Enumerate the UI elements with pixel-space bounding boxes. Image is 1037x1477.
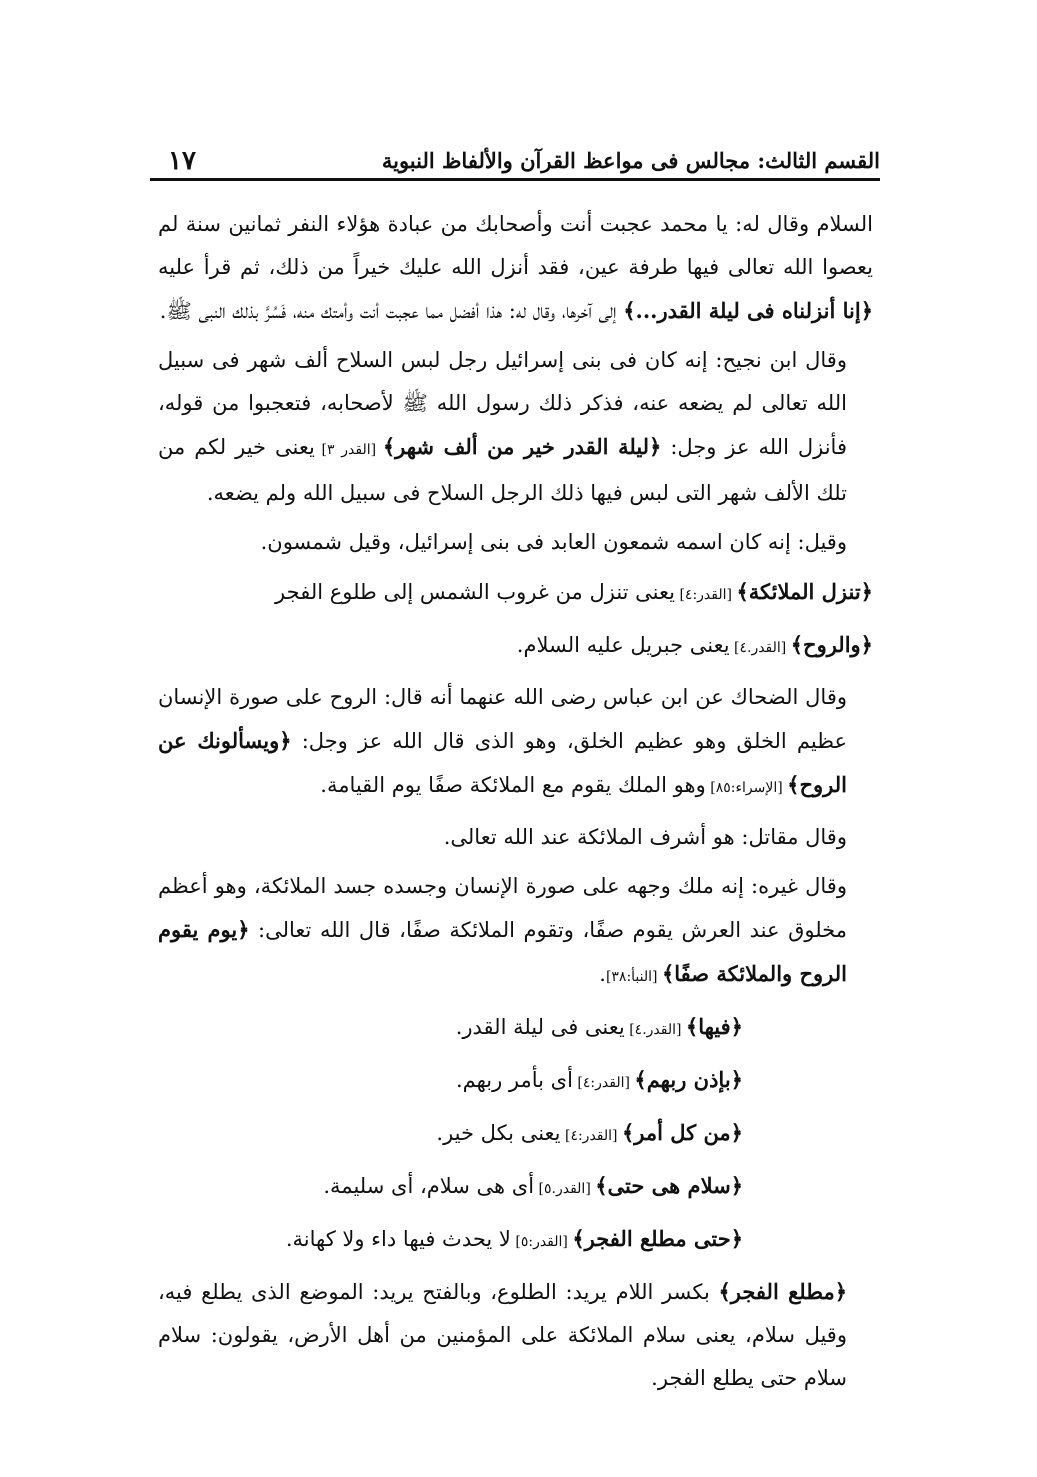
text-run: السلام وقال له: يا محمد عجبت أنت وأصحابك من عبادة هؤلاء النفر ثمانين سنة لم يعصوا الله تعالى فيها طرفة عين، فقد أنزل الله عليك خيراً من ذلك، ثم قرأ عليه (158, 212, 873, 279)
quran-quote: ﴿ويسألونك عن الروح﴾ (158, 728, 847, 797)
verse-reference: [القدر.٥] (534, 1181, 596, 1197)
paragraph (158, 1005, 873, 1052)
text-run: أى بأمر ربهم. (455, 1068, 573, 1092)
verse-reference: [القدر:٤] (675, 587, 737, 603)
page-header (150, 138, 880, 182)
text-run: . (599, 962, 606, 986)
paragraph (158, 816, 873, 859)
quran-quote: ﴿إنا أنزلناه فى ليلة القدر...﴾ (623, 298, 873, 323)
paragraph (158, 1058, 873, 1105)
verse-reference: [القدر:٤] (572, 1075, 635, 1091)
running-title: القسم الثالث: مجالس فى مواعظ القرآن والألفاظ النبوية (381, 148, 880, 173)
verse-reference: [النبأ:٣٨] (605, 969, 662, 985)
quran-quote: ﴿يوم يقوم الروح والملائكة صفًا﴾ (158, 917, 847, 986)
paragraph (158, 570, 873, 617)
page-number: ١٧ (168, 146, 196, 176)
text-run: وهو الملك يقوم مع الملائكة صفًا يوم القيامة. (320, 773, 706, 797)
paragraph (158, 339, 873, 515)
quran-quote: ﴿حتى مطلع الفجر﴾ (572, 1226, 743, 1251)
verse-reference: [القدر:٥] (510, 1234, 573, 1250)
paragraph (158, 676, 873, 810)
text-run: وقال غيره: إنه ملك وجهه على صورة الإنسان وجسده جسد الملائكة، وهو أعظم مخلوق عند العرش يقوم صفًا، وتقوم الملائكة صفًا، قال الله تعالى: (158, 874, 847, 942)
text-run: إلى آخرها، وقال له: هذا أفضل مما عجبت أنت وأمتك منه، فَسُرَّ بذلك النبى ﷺ. (159, 299, 624, 323)
quran-quote: ﴿بإذن ربهم﴾ (634, 1067, 743, 1092)
text-run: بكسر اللام يريد: الطلوع، وبالفتح يريد: الموضع الذى يطلع فيه، وقيل سلام، يعنى سلام الملائكة على المؤمنين من أهل الأرض، يقولون: سلام سلام حتى يطلع الفجر. (158, 1280, 847, 1390)
text-run: يعنى تنزل من غروب الشمس إلى طلوع الفجر (275, 580, 675, 604)
quran-quote: ﴿ليلة القدر خير من ألف شهر﴾ (382, 434, 662, 459)
quran-quote: ﴿مطلع الفجر﴾ (718, 1279, 847, 1304)
paragraph (158, 1111, 873, 1158)
quran-quote: ﴿تنزل الملائكة﴾ (736, 579, 873, 604)
quran-quote: ﴿والروح﴾ (790, 632, 873, 657)
verse-reference: [القدر.٤] (624, 1022, 686, 1038)
text-run: أى هى سلام، أى سليمة. (323, 1174, 535, 1198)
text-run: لا يحدث فيها داء ولا كهانة. (285, 1227, 511, 1251)
text-run: يعنى خير لكم من تلك الألف شهر التى لبس فيها ذلك الرجل السلاح فى سبيل الله ولم يضعه. (158, 435, 847, 505)
quran-quote: ﴿من كل أمر﴾ (621, 1120, 743, 1145)
verse-reference: [القدر.٤] (729, 640, 791, 656)
paragraph (158, 1217, 873, 1264)
paragraph (158, 521, 873, 564)
text-run: يعنى جبريل عليه السلام. (516, 633, 730, 657)
paragraph (158, 1270, 873, 1400)
verse-reference: [الإسراء:٨٥] (705, 780, 788, 796)
paragraph (158, 865, 873, 999)
text-run: يعنى فى ليلة القدر. (455, 1015, 625, 1039)
body-text (158, 203, 873, 1400)
text-run: وقال مقاتل: هو أشرف الملائكة عند الله تعالى. (443, 825, 847, 849)
text-run: وقال ابن نجيح: إنه كان فى بنى إسرائيل رجل لبس السلاح ألف شهر فى سبيل الله تعالى لم يضعه عنه، فذكر ذلك رسول الله ﷺ لأصحابه، فتعجبوا من قوله، فأنزل الله عز وجل: (158, 348, 847, 459)
verse-reference: [القدر ٣] (314, 442, 383, 458)
quran-quote: ﴿سلام هى حتى﴾ (595, 1173, 743, 1198)
verse-reference: [القدر:٤] (560, 1128, 622, 1144)
text-run: وقال الضحاك عن ابن عباس رضى الله عنهما أنه قال: الروح على صورة الإنسان عظيم الخلق وهو عظيم الخلق، وهو الذى قال الله عز وجل: (158, 685, 847, 753)
paragraph (158, 203, 873, 333)
paragraph (158, 1164, 873, 1211)
header-rule (150, 178, 880, 181)
text-run: وقيل: إنه كان اسمه شمعون العابد فى بنى إسرائيل، وقيل شمسون. (260, 530, 847, 554)
quran-quote: ﴿فيها﴾ (685, 1014, 743, 1039)
text-run: يعنى بكل خير. (436, 1121, 561, 1145)
paragraph (158, 623, 873, 670)
